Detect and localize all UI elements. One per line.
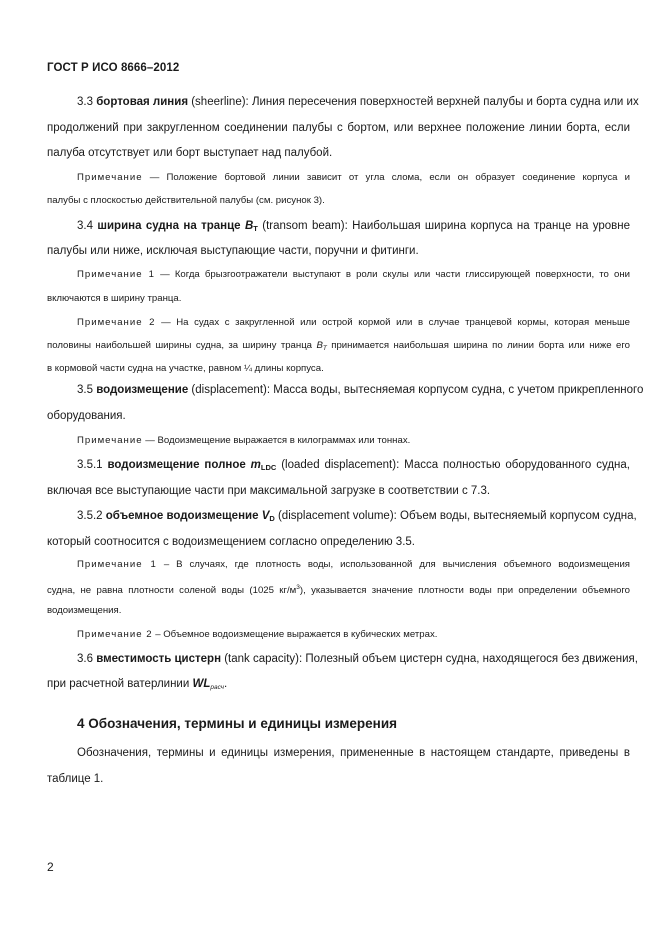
term-symbol-subscript: LDC [260,463,277,472]
term-symbol-subscript: D [269,514,275,523]
para-3-3-line-3: палуба отсутствует или борт выступает над палубой. [47,147,333,159]
section-4-line-1: Обозначения, термины и единицы измерения, примененные в настоящем стандарте, приведены в [77,747,630,759]
para-3-5-1-line-2: включая все выступающие части при максимальной загрузке в соответствии с 7.3. [47,485,491,497]
term-symbol-subscript: расч [210,684,225,691]
note-text: — Водоизмещение выражается в килограммах или тоннах. [142,435,411,446]
term-name: вместимость цистерн [96,653,222,665]
note-text: половины наибольшей ширины судна, за ширину транца [47,340,317,351]
term-definition: при расчетной ватерлинии [47,678,193,690]
term-number: 3.6 [77,653,93,665]
term-number: 3.3 [77,96,93,108]
note-3-3-line-1 [77,171,630,185]
symbol-subscript: T [322,345,327,352]
note-text: – В случаях, где плотность воды, использованной для вычисления объемного водоизмещения [156,559,631,570]
term-definition: (sheerline): Линия пересечения поверхностей верхней палубы и борта судна или их [188,96,639,108]
term-name: водоизмещение [96,384,189,396]
para-3-5-1-line-1 [77,458,630,475]
note-3-3-line-2: палубы с плоскостью действительной палубы (см. рисунок 3). [47,195,325,206]
term-definition: (loaded displacement): Масса полностью оборудованного судна, [276,459,630,471]
note-3-5 [77,434,630,448]
note-label: Примечание 1 [77,269,155,280]
term-definition: (tank capacity): Полезный объем цистерн судна, находящегося без движения, [221,653,638,665]
term-definition: (displacement volume): Объем воды, вытесняемый корпусом судна, [274,510,637,522]
note-3-4-2-line-1 [77,316,630,330]
term-name: бортовая линия [96,96,189,108]
note-label: Примечание 2 [77,317,156,328]
note-text: принимается наибольшая ширина по линии борта или ниже его [326,340,630,351]
note-3-5-2-1-line-3: водоизмещения. [47,605,122,616]
para-3-5-line-1 [77,383,644,397]
symbol: B [316,340,323,351]
term-symbol: V [261,510,270,522]
note-3-5-2-1-line-1 [77,558,630,572]
para-3-3-line-2: продолжений при закругленном соединении палубы с бортом, или верхнее положение линии борта, если [47,122,630,134]
note-text: — На судах с закругленной или острой кормой или в случае транцевой кормы, которая меньше [155,317,631,328]
term-definition: . [224,678,228,690]
para-3-5-line-2: оборудования. [47,410,126,422]
para-3-6-line-1 [77,652,638,666]
note-label: Примечание 2 [77,629,153,640]
term-number: 3.5.2 [77,510,103,522]
para-3-3-line-1 [77,95,639,109]
term-symbol: B [244,220,254,232]
document-code: ГОСТ Р ИСО 8666–2012 [47,62,180,74]
para-3-5-2-line-2: который соотносится с водоизмещением согласно определению 3.5. [47,536,415,548]
note-text: судна, не равна плотности соленой воды (1025 кг/м [47,585,297,596]
section-heading: 4 Обозначения, термины и единицы измерения [77,716,397,731]
superscript: 3 [296,584,300,591]
note-3-5-2-2 [77,628,630,642]
note-label: Примечание [77,172,143,183]
note-text: — Когда брызгоотражатели выступают в роли скулы или части глиссирующей поверхности, то они [155,269,631,280]
term-name: водоизмещение полное [107,459,246,471]
term-name: объемное водоизмещение [105,510,259,522]
note-text: ), указывается значение плотности воды при определении объемного [299,585,630,596]
term-number: 3.5.1 [77,459,103,471]
note-3-4-2-line-3: в кормовой части судна на участке, равном ¼ длины корпуса. [47,363,324,374]
section-4-line-2: таблице 1. [47,773,104,785]
note-3-4-2-line-2 [47,339,630,356]
note-3-4-1-line-1 [77,268,630,282]
note-text: – Объемное водоизмещение выражается в кубических метрах. [152,629,438,640]
term-number: 3.5 [77,384,93,396]
term-name: ширина судна на транце [97,220,241,232]
para-3-4-line-1 [77,219,630,236]
para-3-4-line-2: палубы или ниже, исключая выступающие части, поручни и фитинги. [47,245,419,257]
note-text: — Положение бортовой линии зависит от угла слома, если он образует соединение корпуса и [142,172,630,183]
term-definition: (displacement): Масса воды, вытесняемая корпусом судна, с учетом прикрепленного [188,384,644,396]
term-symbol: m [250,459,261,471]
term-number: 3.4 [77,220,93,232]
term-symbol: WL [192,678,211,690]
note-label: Примечание [77,435,143,446]
para-3-5-2-line-1 [77,509,637,526]
term-definition: (transom beam): Наибольшая ширина корпуса на транце на уровне [257,220,630,232]
note-label: Примечание 1 [77,559,157,570]
term-symbol-subscript: T [253,224,258,233]
page-number: 2 [47,860,54,874]
note-3-5-2-1-line-2 [47,581,630,598]
note-3-4-1-line-2: включаются в ширину транца. [47,293,182,304]
para-3-6-line-2 [47,677,630,695]
